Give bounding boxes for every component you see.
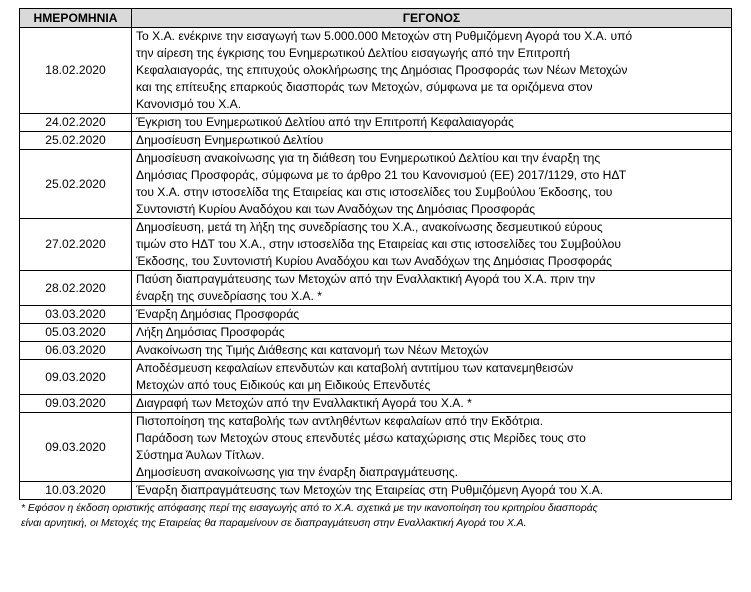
event-text-line: Το Χ.Α. ενέκρινε την εισαγωγή των 5.000.000 Μετοχών στη Ρυθμιζόμενη Αγορά του Χ.Α. υπό: [136, 29, 633, 43]
footnote-line: * Εφόσον η έκδοση οριστικής απόφασης περί της εισαγωγής από το Χ.Α. σχετικά με την ικανοποίηση του κριτηρίου διασποράς: [21, 503, 598, 514]
table-row: [20, 342, 732, 360]
table-row: [20, 114, 732, 132]
event-text-line: Δημοσίευση Ενημερωτικού Δελτίου: [136, 133, 324, 147]
event-text-line: Λήξη Δημόσιας Προσφοράς: [136, 325, 285, 339]
row-date: 28.02.2020: [20, 271, 132, 306]
table-row: [20, 324, 732, 342]
row-date: 25.02.2020: [20, 150, 132, 219]
row-date: 05.03.2020: [20, 324, 132, 342]
row-date: 18.02.2020: [20, 28, 132, 114]
event-text-line: έναρξη της συνεδρίασης του Χ.Α. *: [136, 289, 322, 303]
row-event: [132, 360, 732, 395]
event-text-line: και της επίτευξης επαρκούς διασποράς των Μετοχών, σύμφωνα με τα οριζόμενα στον: [136, 80, 593, 94]
event-text-line: Ανακοίνωση της Τιμής Διάθεσης και κατανομή των Νέων Μετοχών: [136, 343, 489, 357]
table-row: [20, 482, 732, 500]
event-text-line: Έναρξη διαπραγμάτευσης των Μετοχών της Εταιρείας στη Ρυθμιζόμενη Αγορά του Χ.Α.: [136, 483, 604, 497]
row-date: 25.02.2020: [20, 132, 132, 150]
row-date: 09.03.2020: [20, 413, 132, 482]
event-text-line: Αποδέσμευση κεφαλαίων επενδυτών και καταβολή αντιτίμου των κατανεμηθεισών: [136, 361, 574, 375]
event-text-line: Πιστοποίηση της καταβολής των αντληθέντων κεφαλαίων από την Εκδότρια.: [136, 414, 544, 428]
row-date: 10.03.2020: [20, 482, 132, 500]
event-text-line: την αίρεση της έγκρισης του Ενημερωτικού Δελτίου εισαγωγής από την Επιτροπή: [136, 46, 570, 60]
event-text-line: Δημοσίευση, μετά τη λήξη της συνεδρίασης του Χ.Α., ανακοίνωσης δεσμευτικού εύρους: [136, 220, 603, 234]
footnote-line: είναι αρνητική, οι Μετοχές της Εταιρείας θα παραμείνουν σε διαπραγμάτευση στην Εναλλακτική Αγορά του Χ.Α.: [21, 518, 527, 529]
table-row: [20, 271, 732, 306]
table-body: [20, 28, 732, 500]
row-event: [132, 219, 732, 271]
row-event: [132, 482, 732, 500]
header-date: ΗΜΕΡΟΜΗΝΙΑ: [20, 9, 132, 28]
row-event: [132, 114, 732, 132]
row-event: [132, 342, 732, 360]
timetable-container: [19, 8, 731, 531]
table-row: [20, 306, 732, 324]
table-header-row: [20, 9, 732, 28]
event-text-line: Σύστημα Άυλων Τίτλων.: [136, 448, 265, 462]
row-event: [132, 271, 732, 306]
row-event: [132, 28, 732, 114]
event-text-line: Δημοσίευση ανακοίνωσης για τη διάθεση του Ενημερωτικού Δελτίου και την έναρξη της: [136, 151, 601, 165]
table-row: [20, 150, 732, 219]
event-text-line: του Χ.Α. στην ιστοσελίδα της Εταιρείας και στις ιστοσελίδες του Συμβούλου Έκδοσης, του: [136, 185, 613, 199]
table-row: [20, 132, 732, 150]
row-date: 09.03.2020: [20, 395, 132, 413]
row-date: 06.03.2020: [20, 342, 132, 360]
table-row: [20, 360, 732, 395]
event-text-line: Δημόσιας Προσφοράς, σύμφωνα με το άρθρο 21 του Κανονισμού (ΕΕ) 2017/1129, στο ΗΔΤ: [136, 168, 627, 182]
table-row: [20, 413, 732, 482]
event-text-line: Παύση διαπραγμάτευσης των Μετοχών από την Εναλλακτική Αγορά του Χ.Α. πριν την: [136, 272, 596, 286]
event-text-line: Συντονιστή Κυρίου Αναδόχου και των Αναδόχων της Δημόσιας Προσφοράς: [136, 202, 536, 216]
event-text-line: Μετοχών από τους Ειδικούς και μη Ειδικούς Επενδυτές: [136, 378, 431, 392]
event-text-line: Έκδοσης, του Συντονιστή Κυρίου Αναδόχου και των Αναδόχων της Δημόσιας Προσφοράς: [136, 254, 612, 268]
event-text-line: Κεφαλαιαγοράς, της επιτυχούς ολοκλήρωσης της Δημόσιας Προσφοράς των Νέων Μετοχών: [136, 63, 628, 77]
table-row: [20, 219, 732, 271]
event-text-line: Έναρξη Δημόσιας Προσφοράς: [136, 307, 300, 321]
row-event: [132, 150, 732, 219]
event-text-line: Κανονισμό του Χ.Α.: [136, 97, 242, 111]
event-text-line: τιμών στο ΗΔΤ του Χ.Α., στην ιστοσελίδα της Εταιρείας και στις ιστοσελίδες του Συμβούλου: [136, 237, 621, 251]
header-event: ΓΕΓΟΝΟΣ: [132, 9, 732, 28]
row-date: 27.02.2020: [20, 219, 132, 271]
row-date: 09.03.2020: [20, 360, 132, 395]
event-text-line: Παράδοση των Μετοχών στους επενδυτές μέσω καταχώρισης στις Μερίδες τους στο: [136, 431, 586, 445]
table-row: [20, 28, 732, 114]
row-date: 03.03.2020: [20, 306, 132, 324]
row-event: [132, 413, 732, 482]
row-event: [132, 324, 732, 342]
event-text-line: Δημοσίευση ανακοίνωσης για την έναρξη διαπραγμάτευσης.: [136, 465, 459, 479]
table-row: [20, 395, 732, 413]
row-event: [132, 306, 732, 324]
event-text-line: Διαγραφή των Μετοχών από την Εναλλακτική Αγορά του Χ.Α. *: [136, 396, 472, 410]
footnote: [19, 501, 731, 531]
row-date: 24.02.2020: [20, 114, 132, 132]
event-text-line: Έγκριση του Ενημερωτικού Δελτίου από την Επιτροπή Κεφαλαιαγοράς: [136, 115, 514, 129]
row-event: [132, 132, 732, 150]
row-event: [132, 395, 732, 413]
timetable: [19, 8, 732, 500]
